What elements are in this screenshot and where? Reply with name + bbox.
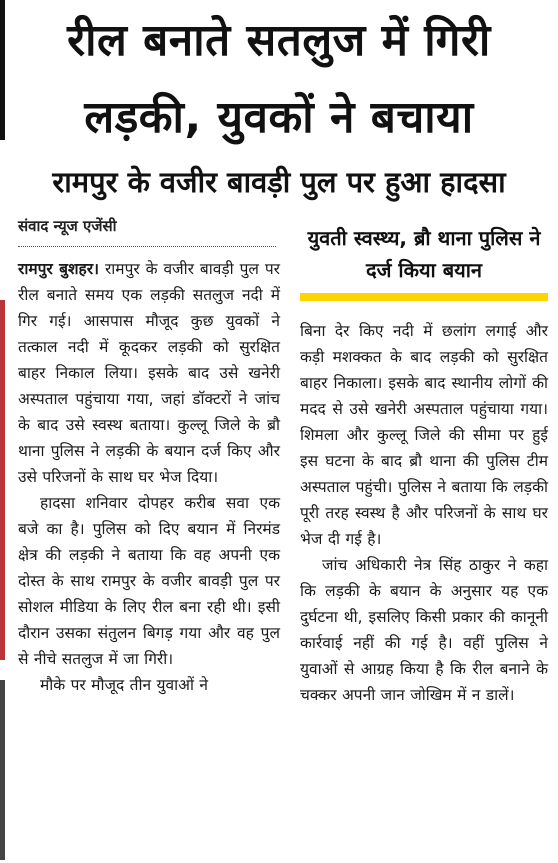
paragraph	[18, 256, 280, 490]
headline: रील बनाते सतलुज में गिरी लड़की, युवकों ने बचाया	[67, 15, 491, 143]
subheadline: रामपुर के वजीर बावड़ी पुल पर हुआ हादसा	[52, 165, 506, 199]
accent-bar	[300, 293, 548, 301]
adjacent-article-edge-middle	[0, 300, 5, 660]
article-column-left	[18, 256, 280, 698]
adjacent-article-edge-bottom	[0, 680, 5, 860]
article-column-right	[300, 318, 548, 708]
adjacent-article-edge-top	[0, 0, 5, 140]
paragraph: बिना देर किए नदी में छलांग लगाई और कड़ी मशक्कत के बाद लड़की को सुरक्षित बाहर निकाला। इसके बाद स्थानीय लोगों की मदद से उसे खनेरी अस्पताल पहुंचाया गया। शिमला और कुल्लू जिले की सीमा पर हुई इस घटना के बाद ब्रौ थाना की पुलिस टीम अस्पताल पहुंची। पुलिस ने बताया कि लड़की पूरी तरह स्वस्थ है और परिजनों के साथ घर भेज दी गई है।	[300, 322, 548, 548]
paragraph: हादसा शनिवार दोपहर करीब सवा एक बजे का है। पुलिस को दिए बयान में निरमंड क्षेत्र की लड़की ने बताया कि वह अपनी एक दोस्त के साथ रामपुर के वजीर बावड़ी पुल पर सोशल मीडिया के लिए रील बना रही थी। इसी दौरान उसका संतुलन बिगड़ गया और वह पुल से नीचे सतलुज में जा गिरी।	[18, 494, 280, 668]
paragraph: जांच अधिकारी नेत्र सिंह ठाकुर ने कहा कि लड़की के बयान के अनुसार यह एक दुर्घटना थी, इसलिए किसी प्रकार की कानूनी कार्रवाई नहीं की गई है। वहीं पुलिस ने युवाओं से आग्रह किया है कि रील बनाने के चक्कर अपनी जान जोखिम में न डालें।	[300, 556, 548, 704]
kicker-heading: युवती स्वस्थ्य, ब्रौ थाना पुलिस ने दर्ज किया बयान	[307, 226, 541, 282]
byline: संवाद न्यूज एजेंसी	[18, 217, 117, 235]
byline-divider	[18, 246, 276, 247]
dateline: रामपुर बुशहर।	[18, 260, 100, 278]
paragraph-text: रामपुर के वजीर बावड़ी पुल पर रील बनाते समय एक लड़की सतलुज नदी में गिर गई। आसपास मौजूद कुछ युवकों ने तत्काल नदी में कूदकर लड़की को सुरक्षित बाहर निकाल लिया। इसके बाद उसे खनेरी अस्पताल पहुंचाया गया, जहां डॉक्टरों ने जांच के बाद उसे स्वस्थ बताया। कुल्लू जिले के ब्रौ थाना पुलिस ने लड़की के बयान दर्ज किए और उसे परिजनों के साथ घर भेज दिया।	[18, 260, 281, 486]
paragraph: मौके पर मौजूद तीन युवाओं ने	[40, 676, 208, 694]
